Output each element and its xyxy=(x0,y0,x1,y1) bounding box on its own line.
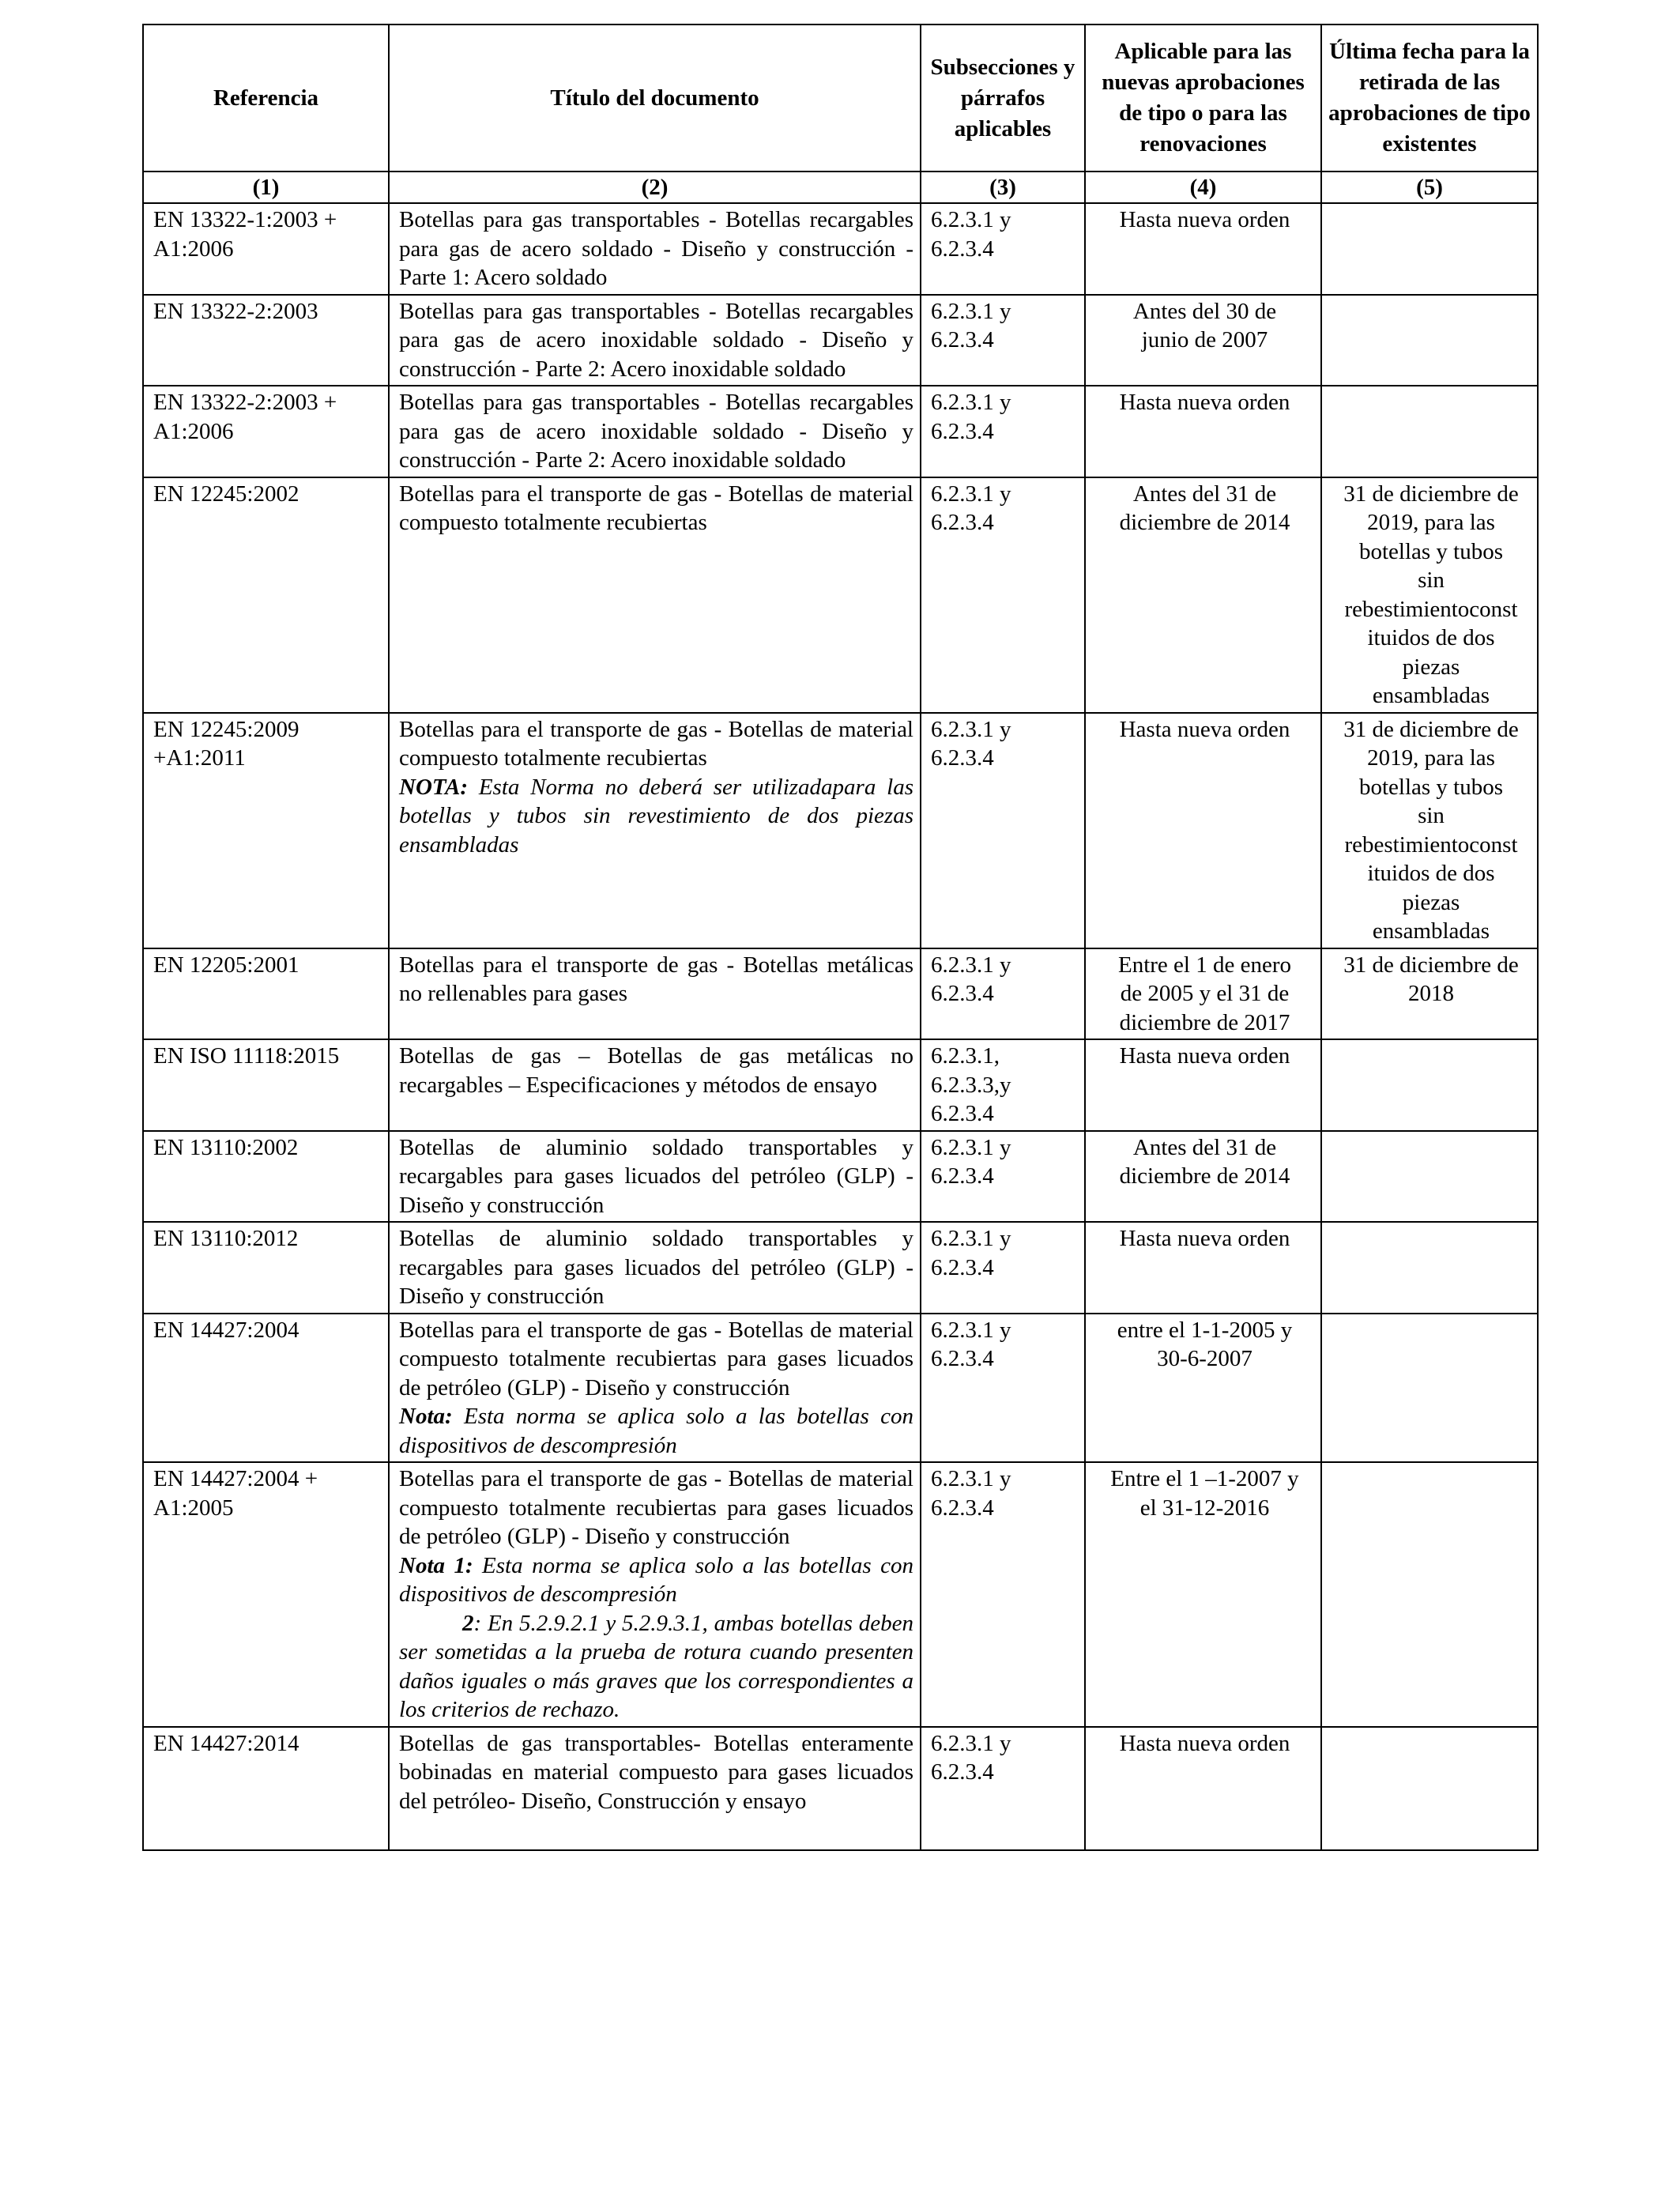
standards-table xyxy=(142,24,1539,1851)
table-row xyxy=(143,948,1538,1040)
applicable-cell: Antes del 31 de diciembre de 2014 xyxy=(1085,477,1321,713)
header-applicable: Aplicable para las nuevas aprobaciones de tipo o para las renovaciones xyxy=(1085,25,1321,172)
title-text: Botellas de gas – Botellas de gas metálicas no recargables – Especificaciones y métodos de ensayo xyxy=(399,1043,913,1098)
column-number: (1) xyxy=(143,172,389,203)
applicable-cell: Hasta nueva orden xyxy=(1085,713,1321,948)
withdrawal-cell xyxy=(1321,203,1538,295)
reference-cell: EN 12245:2009 +A1:2011 xyxy=(143,713,389,948)
table-row xyxy=(143,477,1538,713)
note-text: Esta Norma no deberá ser utilizadapara las botellas y tubos sin revestimiento de dos piezas ensambladas xyxy=(399,774,913,858)
applicable-cell: Hasta nueva orden xyxy=(1085,203,1321,295)
title-cell xyxy=(389,1131,921,1223)
reference-cell: EN 13322-1:2003 + A1:2006 xyxy=(143,203,389,295)
applicable-cell: entre el 1-1-2005 y 30-6-2007 xyxy=(1085,1314,1321,1463)
note-2-label: 2 xyxy=(462,1610,474,1636)
note-label: Nota 1: xyxy=(399,1552,473,1578)
applicable-cell: Antes del 31 de diciembre de 2014 xyxy=(1085,1131,1321,1223)
title-text: Botellas de aluminio soldado transportables y recargables para gases licuados del petróleo (GLP) - Diseño y construcción xyxy=(399,1134,913,1218)
title-text: Botellas para el transporte de gas - Botellas de material compuesto totalmente recubiertas para gases licuados de petróleo (GLP) - Diseño y construcción xyxy=(399,1317,913,1400)
column-number: (2) xyxy=(389,172,921,203)
subsections-cell: 6.2.3.1 y 6.2.3.4 xyxy=(921,1727,1085,1850)
reference-cell: EN 12205:2001 xyxy=(143,948,389,1040)
title-text: Botellas para el transporte de gas - Botellas metálicas no rellenables para gases xyxy=(399,952,913,1006)
title-text: Botellas para gas transportables - Botellas recargables para gas de acero inoxidable soldado - Diseño y construcción - Parte 2: Acero inoxidable soldado xyxy=(399,298,913,382)
title-note xyxy=(399,773,913,860)
table-row xyxy=(143,1314,1538,1463)
table-row xyxy=(143,1462,1538,1727)
withdrawal-cell: 31 de diciembre de 2019, para las botellas y tubos sin rebestimientoconst ituidos de dos piezas ensambladas xyxy=(1321,477,1538,713)
subsections-cell: 6.2.3.1 y 6.2.3.4 xyxy=(921,1314,1085,1463)
title-cell xyxy=(389,386,921,477)
title-text: Botellas para el transporte de gas - Botellas de material compuesto totalmente recubiertas xyxy=(399,716,913,771)
title-text: Botellas para el transporte de gas - Botellas de material compuesto totalmente recubiertas xyxy=(399,481,913,535)
header-subsections: Subsecciones y párrafos aplicables xyxy=(921,25,1085,172)
withdrawal-cell xyxy=(1321,1039,1538,1131)
subsections-cell: 6.2.3.1 y 6.2.3.4 xyxy=(921,1131,1085,1223)
title-cell xyxy=(389,477,921,713)
withdrawal-cell xyxy=(1321,1462,1538,1727)
withdrawal-cell xyxy=(1321,386,1538,477)
applicable-cell: Hasta nueva orden xyxy=(1085,1039,1321,1131)
reference-cell: EN 13322-2:2003 xyxy=(143,295,389,386)
reference-cell: EN 14427:2014 xyxy=(143,1727,389,1850)
table-row xyxy=(143,1131,1538,1223)
note-label: NOTA: xyxy=(399,774,468,800)
title-cell xyxy=(389,203,921,295)
table-row xyxy=(143,1039,1538,1131)
note-2-text: : En 5.2.9.2.1 y 5.2.9.3.1, ambas botellas deben ser sometidas a la prueba de rotura cuando presenten daños iguales o más graves que los correspondientes a los criterios de rechazo. xyxy=(399,1610,913,1722)
title-text: Botellas para gas transportables - Botellas recargables para gas de acero soldado - Diseño y construcción - Parte 1: Acero soldado xyxy=(399,207,913,290)
reference-cell: EN 14427:2004 + A1:2005 xyxy=(143,1462,389,1727)
applicable-cell: Hasta nueva orden xyxy=(1085,386,1321,477)
title-cell xyxy=(389,713,921,948)
applicable-cell: Entre el 1 de enero de 2005 y el 31 de diciembre de 2017 xyxy=(1085,948,1321,1040)
reference-cell: EN 12245:2002 xyxy=(143,477,389,713)
withdrawal-cell xyxy=(1321,1727,1538,1850)
subsections-cell: 6.2.3.1 y 6.2.3.4 xyxy=(921,295,1085,386)
subsections-cell: 6.2.3.1 y 6.2.3.4 xyxy=(921,713,1085,948)
reference-cell: EN 13322-2:2003 + A1:2006 xyxy=(143,386,389,477)
reference-cell: EN 13110:2002 xyxy=(143,1131,389,1223)
column-number-row xyxy=(143,172,1538,203)
withdrawal-cell: 31 de diciembre de 2018 xyxy=(1321,948,1538,1040)
applicable-cell: Entre el 1 –1-2007 y el 31-12-2016 xyxy=(1085,1462,1321,1727)
title-cell xyxy=(389,1314,921,1463)
withdrawal-cell xyxy=(1321,1131,1538,1223)
applicable-cell: Hasta nueva orden xyxy=(1085,1727,1321,1850)
title-cell xyxy=(389,1222,921,1314)
title-note xyxy=(399,1402,913,1460)
title-note-2 xyxy=(399,1609,913,1725)
note-text: Esta norma se aplica solo a las botellas con dispositivos de descompresión xyxy=(399,1552,913,1607)
subsections-cell: 6.2.3.1 y 6.2.3.4 xyxy=(921,477,1085,713)
subsections-cell: 6.2.3.1 y 6.2.3.4 xyxy=(921,386,1085,477)
withdrawal-cell xyxy=(1321,1222,1538,1314)
title-cell xyxy=(389,1462,921,1727)
table-row xyxy=(143,386,1538,477)
column-number: (5) xyxy=(1321,172,1538,203)
header-title: Título del documento xyxy=(389,25,921,172)
table-row xyxy=(143,1222,1538,1314)
title-text: Botellas de gas transportables- Botellas enteramente bobinadas en material compuesto para gases licuados del petróleo- Diseño, Construcción y ensayo xyxy=(399,1730,913,1814)
title-text: Botellas de aluminio soldado transportables y recargables para gases licuados del petróleo (GLP) - Diseño y construcción xyxy=(399,1226,913,1309)
applicable-cell: Hasta nueva orden xyxy=(1085,1222,1321,1314)
header-reference: Referencia xyxy=(143,25,389,172)
subsections-cell: 6.2.3.1 y 6.2.3.4 xyxy=(921,948,1085,1040)
column-number: (3) xyxy=(921,172,1085,203)
title-text: Botellas para el transporte de gas - Botellas de material compuesto totalmente recubiertas para gases licuados de petróleo (GLP) - Diseño y construcción xyxy=(399,1466,913,1549)
header-row xyxy=(143,25,1538,172)
subsections-cell: 6.2.3.1 y 6.2.3.4 xyxy=(921,203,1085,295)
reference-cell: EN 13110:2012 xyxy=(143,1222,389,1314)
table-row xyxy=(143,713,1538,948)
withdrawal-cell: 31 de diciembre de 2019, para las botellas y tubos sin rebestimientoconst ituidos de dos piezas ensambladas xyxy=(1321,713,1538,948)
note-label: Nota: xyxy=(399,1404,453,1429)
withdrawal-cell xyxy=(1321,1314,1538,1463)
reference-cell: EN 14427:2004 xyxy=(143,1314,389,1463)
withdrawal-cell xyxy=(1321,295,1538,386)
title-cell xyxy=(389,1727,921,1850)
table-row xyxy=(143,203,1538,295)
header-withdrawal: Última fecha para la retirada de las aprobaciones de tipo existentes xyxy=(1321,25,1538,172)
subsections-cell: 6.2.3.1, 6.2.3.3,y 6.2.3.4 xyxy=(921,1039,1085,1131)
reference-cell: EN ISO 11118:2015 xyxy=(143,1039,389,1131)
title-note xyxy=(399,1551,913,1609)
column-number: (4) xyxy=(1085,172,1321,203)
title-cell xyxy=(389,295,921,386)
table-row xyxy=(143,295,1538,386)
applicable-cell: Antes del 30 de junio de 2007 xyxy=(1085,295,1321,386)
title-cell xyxy=(389,1039,921,1131)
title-text: Botellas para gas transportables - Botellas recargables para gas de acero inoxidable soldado - Diseño y construcción - Parte 2: Acero inoxidable soldado xyxy=(399,390,913,473)
title-cell xyxy=(389,948,921,1040)
subsections-cell: 6.2.3.1 y 6.2.3.4 xyxy=(921,1462,1085,1727)
note-text: Esta norma se aplica solo a las botellas con dispositivos de descompresión xyxy=(399,1404,913,1458)
subsections-cell: 6.2.3.1 y 6.2.3.4 xyxy=(921,1222,1085,1314)
table-row xyxy=(143,1727,1538,1850)
